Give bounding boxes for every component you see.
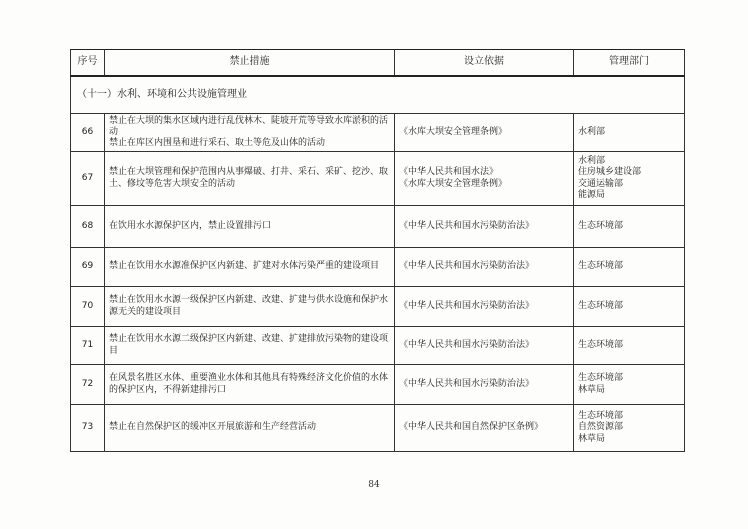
table-row	[71, 405, 685, 452]
row-serial-number: 66	[71, 114, 105, 152]
table-row	[71, 206, 685, 248]
row-serial-number: 67	[71, 152, 105, 206]
row-managing-department-line: 能源局	[578, 189, 606, 200]
row-prohibition-measure-line: 在风景名胜区水体、重要渔业水体和其他具有特殊经济文化价值的水体	[109, 373, 389, 384]
row-prohibition-measure-line: 源无关的建设项目	[109, 306, 182, 317]
table-row	[71, 152, 685, 206]
row-legal-basis	[395, 405, 574, 452]
row-prohibition-measure-line: 禁止在大坝的集水区域内进行乱伐林木、陡坡开荒等导致水库淤积的活动	[109, 115, 389, 137]
header-serial-number: 序号	[71, 50, 105, 77]
row-legal-basis-line: 《中华人民共和国水污染防治法》	[399, 339, 535, 350]
row-prohibition-measure-line: 禁止在大坝管理和保护范围内从事爆破、打井、采石、采矿、挖沙、取	[109, 167, 389, 178]
prohibition-measures-table	[70, 49, 685, 452]
row-legal-basis-line: 《水库大坝安全管理条例》	[399, 178, 508, 189]
row-serial-number: 68	[71, 206, 105, 248]
row-managing-department-line: 生态环境部	[578, 261, 624, 272]
row-prohibition-measure	[105, 287, 395, 327]
table-row	[71, 114, 685, 152]
header-prohibition-measure: 禁止措施	[105, 50, 395, 77]
row-managing-department	[574, 206, 685, 248]
row-serial-number: 72	[71, 365, 105, 405]
row-managing-department-line: 林草局	[578, 433, 606, 444]
row-legal-basis-line: 《中华人民共和国水污染防治法》	[399, 378, 535, 389]
row-legal-basis	[395, 248, 574, 287]
row-legal-basis	[395, 152, 574, 206]
page-number: 84	[368, 480, 380, 490]
row-serial-number: 69	[71, 248, 105, 287]
row-prohibition-measure-line: 在饮用水水源保护区内，禁止设置排污口	[109, 220, 272, 231]
row-managing-department-line: 生态环境部	[578, 300, 624, 311]
row-legal-basis	[395, 206, 574, 248]
row-legal-basis-line: 《中华人民共和国水污染防治法》	[399, 220, 535, 231]
row-managing-department	[574, 114, 685, 152]
row-prohibition-measure-line: 禁止在饮用水水源一级保护区内新建、改建、扩建与供水设施和保护水	[109, 295, 389, 306]
row-managing-department-line: 交通运输部	[578, 178, 624, 189]
row-legal-basis-line: 《中华人民共和国水法》	[399, 167, 499, 178]
table-row	[71, 365, 685, 405]
row-managing-department-line: 生态环境部	[578, 220, 624, 231]
row-prohibition-measure-line: 土、修坟等危害大坝安全的活动	[109, 178, 236, 189]
row-prohibition-measure-line: 禁止在库区内围垦和进行采石、取土等危及山体的活动	[109, 138, 326, 149]
row-managing-department-line: 生态环境部	[578, 373, 624, 384]
table-row	[71, 248, 685, 287]
row-managing-department	[574, 365, 685, 405]
row-managing-department-line: 林草局	[578, 384, 606, 395]
row-managing-department	[574, 327, 685, 365]
row-managing-department-line: 水利部	[578, 126, 606, 137]
row-managing-department-line: 生态环境部	[578, 339, 624, 350]
row-managing-department-line: 住房城乡建设部	[578, 167, 642, 178]
row-serial-number: 73	[71, 405, 105, 452]
row-prohibition-measure	[105, 152, 395, 206]
header-legal-basis: 设立依据	[395, 50, 574, 77]
row-prohibition-measure	[105, 365, 395, 405]
row-managing-department	[574, 248, 685, 287]
row-prohibition-measure	[105, 405, 395, 452]
row-managing-department	[574, 152, 685, 206]
row-prohibition-measure	[105, 327, 395, 365]
row-legal-basis	[395, 287, 574, 327]
row-legal-basis-line: 《中华人民共和国自然保护区条例》	[399, 422, 544, 433]
header-managing-department: 管理部门	[574, 50, 685, 77]
row-prohibition-measure-line: 的保护区内，不得新建排污口	[109, 384, 227, 395]
row-legal-basis-line: 《中华人民共和国水污染防治法》	[399, 300, 535, 311]
row-prohibition-measure-line: 禁止在饮用水水源准保护区内新建、扩建对水体污染严重的建设项目	[109, 261, 380, 272]
row-legal-basis-line: 《水库大坝安全管理条例》	[399, 126, 508, 137]
row-legal-basis	[395, 365, 574, 405]
row-managing-department-line: 自然资源部	[578, 422, 624, 433]
table-header-row	[71, 50, 685, 77]
row-prohibition-measure	[105, 248, 395, 287]
row-managing-department-line: 水利部	[578, 156, 606, 166]
row-serial-number: 70	[71, 287, 105, 327]
section-title: （十一）水利、环境和公共设施管理业	[71, 76, 685, 114]
row-managing-department	[574, 287, 685, 327]
row-prohibition-measure-line: 禁止在饮用水水源二级保护区内新建、改建、扩建排放污染物的建设项目	[109, 334, 389, 356]
row-serial-number: 71	[71, 327, 105, 365]
row-managing-department	[574, 405, 685, 452]
row-prohibition-measure	[105, 206, 395, 248]
row-prohibition-measure	[105, 114, 395, 152]
row-legal-basis	[395, 114, 574, 152]
row-managing-department-line: 生态环境部	[578, 411, 624, 422]
section-row	[71, 76, 685, 114]
row-prohibition-measure-line: 禁止在自然保护区的缓冲区开展旅游和生产经营活动	[109, 422, 317, 433]
row-legal-basis-line: 《中华人民共和国水污染防治法》	[399, 261, 535, 272]
table-row	[71, 327, 685, 365]
table-row	[71, 287, 685, 327]
row-legal-basis	[395, 327, 574, 365]
